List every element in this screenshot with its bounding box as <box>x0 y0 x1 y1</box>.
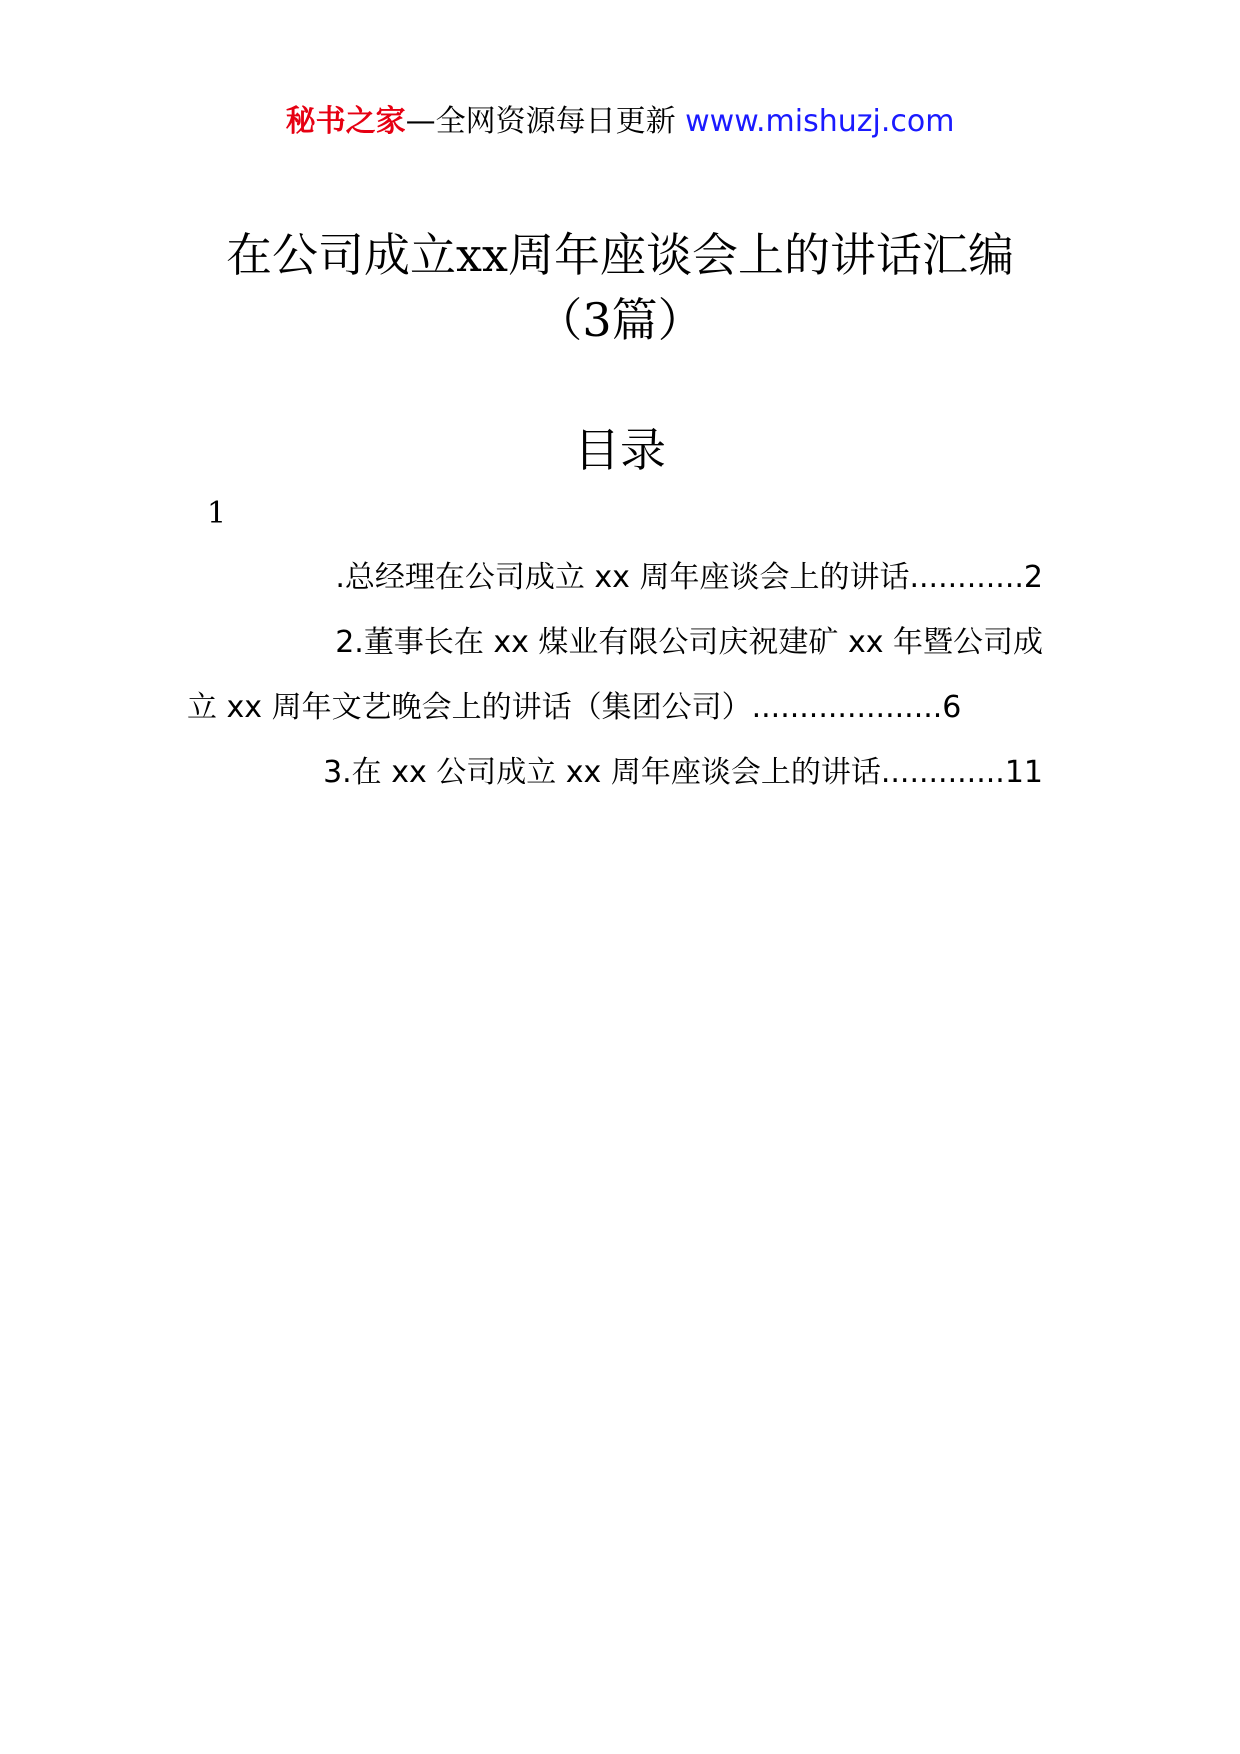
site-header <box>0 102 1240 142</box>
brand-name: 秘书之家 <box>285 104 406 139</box>
toc-heading: 目录 <box>574 423 666 477</box>
title-prefix: 在公司成立 <box>226 228 457 282</box>
document-title-line-1 <box>0 225 1240 285</box>
toc-entry-2-line-1[interactable]: 2.董事长在 xx 煤业有限公司庆祝建矿 xx 年暨公司成 <box>335 625 1043 660</box>
title-paren-open: （ <box>536 293 583 347</box>
title-count-suffix: 篇） <box>611 293 704 347</box>
toc-entry-2-line-2[interactable]: 立 xx 周年文艺晚会上的讲话（集团公司）....................6 <box>187 690 962 725</box>
title-xx: xx <box>456 228 508 282</box>
toc-entry-1[interactable]: .总经理在公司成立 xx 周年座谈会上的讲话............2 <box>335 560 1043 595</box>
title-suffix: 周年座谈会上的讲话汇编 <box>507 228 1014 282</box>
site-url-link[interactable]: www.mishuzj.com <box>685 104 955 139</box>
document-title-line-2 <box>0 290 1240 350</box>
title-count: 3 <box>582 293 612 347</box>
header-tagline: —全网资源每日更新 <box>405 104 686 139</box>
toc-entry-3[interactable]: 3.在 xx 公司成立 xx 周年座谈会上的讲话.............11 <box>323 755 1043 790</box>
toc-list-marker: 1 <box>207 496 227 531</box>
